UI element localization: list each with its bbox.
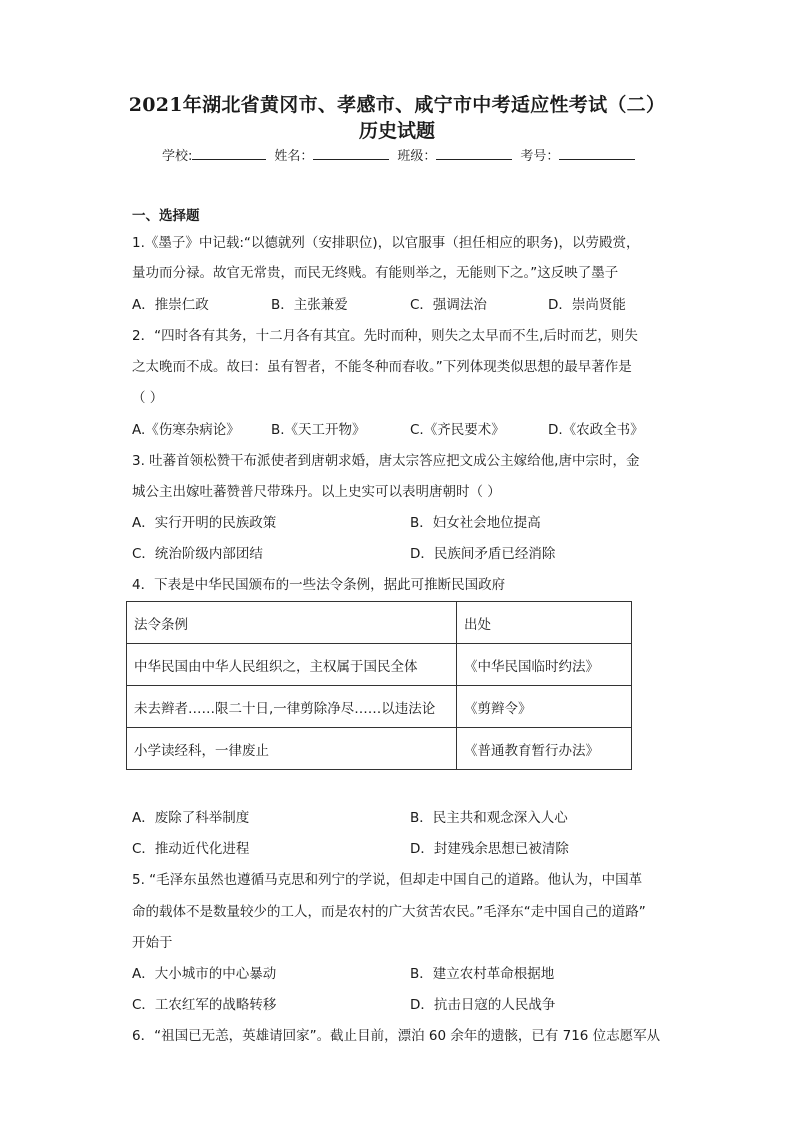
table-row	[127, 728, 632, 770]
q3-option-d[interactable]: D．民族间矛盾已经消除	[410, 546, 556, 562]
q2-option-a[interactable]: A.《伤寒杂病论》	[132, 422, 240, 438]
table-cell: 未去辫者……限二十日,一律剪除净尽……以违法论	[127, 686, 457, 728]
section-heading: 一、选择题	[132, 208, 200, 224]
law-table	[126, 601, 632, 770]
class-label: 班级：	[397, 149, 437, 164]
q4-option-d[interactable]: D．封建残余思想已被清除	[410, 841, 569, 857]
exam-number-label: 考号：	[520, 149, 560, 164]
table-cell: 《剪辫令》	[457, 686, 632, 728]
q5-option-c[interactable]: C．工农红军的战略转移	[132, 997, 277, 1013]
question-1-line-2: 量功而分禄。故官无常贵，而民无终贱。有能则举之，无能则下之。”这反映了墨子	[132, 265, 619, 281]
question-5-line-1: 5. “毛泽东虽然也遵循马克思和列宁的学说，但却走中国自己的道路。他认为，中国革	[132, 872, 643, 888]
question-5-line-2: 命的载体不是数量较少的工人，而是农村的广大贫苦农民。”毛泽东“走中国自己的道路”	[132, 904, 646, 920]
question-2-line-1: 2．“四时各有其务，十二月各有其宜。先时而种，则失之太早而不生,后时而艺，则失	[132, 328, 638, 344]
student-info-row	[162, 145, 643, 164]
school-label: 学校:	[162, 149, 193, 164]
q5-option-a[interactable]: A．大小城市的中心暴动	[132, 966, 277, 982]
table-row	[127, 644, 632, 686]
question-6-line-1: 6．“祖国已无恙，英雄请回家”。截止目前，漂泊 60 余年的遗骸，已有 716 位志愿军从	[132, 1028, 661, 1044]
q4-option-a[interactable]: A．废除了科举制度	[132, 810, 250, 826]
q3-option-a[interactable]: A．实行开明的民族政策	[132, 515, 277, 531]
table-cell: 中华民国由中华人民组织之，主权属于国民全体	[127, 644, 457, 686]
question-2-line-2: 之太晚而不成。故曰：虽有智者，不能冬种而春收。”下列体现类似思想的最早著作是	[132, 359, 632, 375]
question-5-line-3: 开始于	[132, 935, 173, 951]
q1-option-a[interactable]: A．推崇仁政	[132, 297, 209, 313]
q3-option-b[interactable]: B．妇女社会地位提高	[410, 515, 541, 531]
exam-title: 2021年湖北省黄冈市、孝感市、咸宁市中考适应性考试（二）	[128, 94, 666, 116]
q1-option-d[interactable]: D．崇尚贤能	[548, 297, 626, 313]
q3-option-c[interactable]: C．统治阶级内部团结	[132, 546, 263, 562]
class-blank[interactable]	[436, 145, 512, 160]
table-row	[127, 686, 632, 728]
q4-option-b[interactable]: B．民主共和观念深入人心	[410, 810, 568, 826]
table-cell: 《中华民国临时约法》	[457, 644, 632, 686]
question-3-line-1: 3. 吐蕃首领松赞干布派使者到唐朝求婚，唐太宗答应把文成公主嫁给他,唐中宗时，金	[132, 453, 640, 469]
name-blank[interactable]	[313, 145, 389, 160]
q1-option-c[interactable]: C．强调法治	[410, 297, 487, 313]
question-4-line-1: 4．下表是中华民国颁布的一些法令条例，据此可推断民国政府	[132, 577, 506, 593]
q5-option-b[interactable]: B．建立农村革命根据地	[410, 966, 555, 982]
exam-subtitle: 历史试题	[358, 120, 435, 142]
q4-option-c[interactable]: C．推动近代化进程	[132, 841, 250, 857]
question-1-line-1: 1.《墨子》中记载:“以德就列（安排职位)，以官服事（担任相应的职务)，以劳殿赏，	[132, 235, 640, 251]
name-label: 姓名：	[274, 149, 314, 164]
table-header-cell: 出处	[457, 602, 632, 644]
q5-option-d[interactable]: D．抗击日寇的人民战争	[410, 997, 556, 1013]
q2-option-b[interactable]: B.《天工开物》	[271, 422, 366, 438]
question-3-line-2: 城公主出嫁吐蕃赞普尺带珠丹。以上史实可以表明唐朝时（ ）	[132, 484, 501, 500]
exam-number-blank[interactable]	[559, 145, 635, 160]
table-cell: 《普通教育暂行办法》	[457, 728, 632, 770]
q2-option-c[interactable]: C.《齐民要术》	[410, 422, 505, 438]
question-2-line-3: （ ）	[132, 390, 164, 406]
table-header-row	[127, 602, 632, 644]
table-cell: 小学读经科，一律废止	[127, 728, 457, 770]
q1-option-b[interactable]: B．主张兼爱	[271, 297, 348, 313]
school-blank[interactable]	[192, 145, 266, 160]
q2-option-d[interactable]: D.《农政全书》	[548, 422, 644, 438]
table-header-cell: 法令条例	[127, 602, 457, 644]
